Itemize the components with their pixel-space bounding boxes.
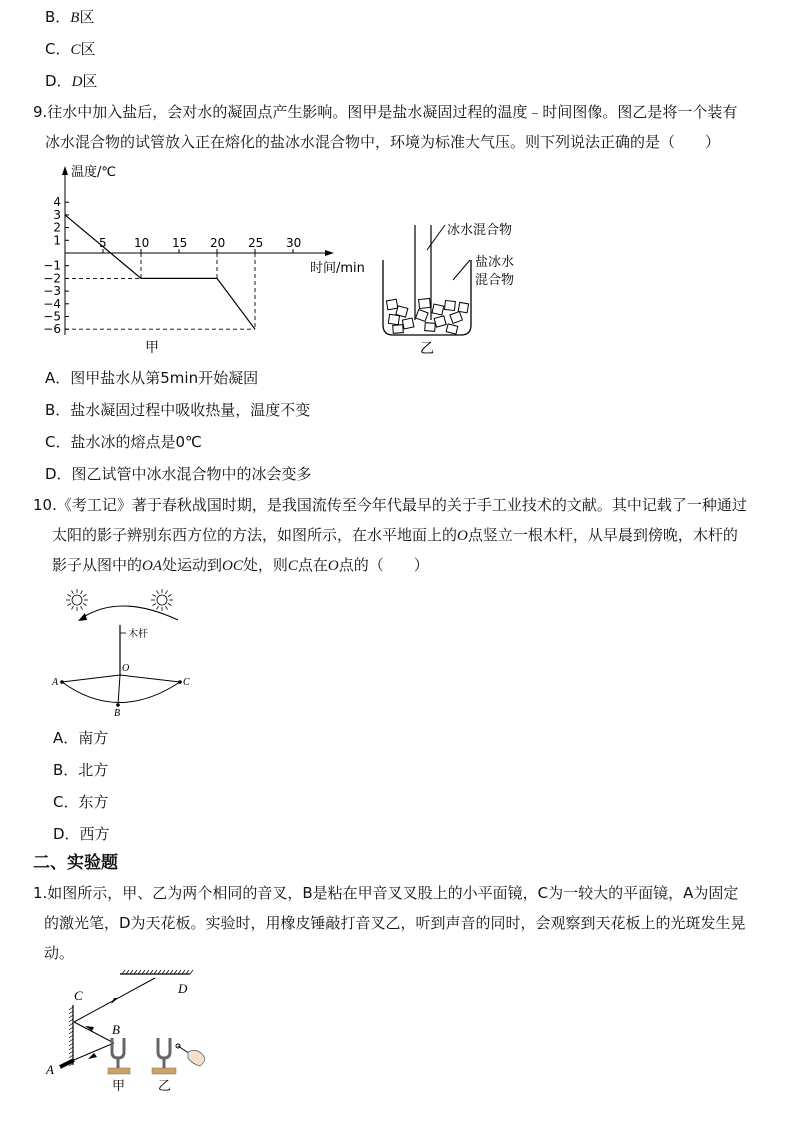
label-jia: 甲 [112,1079,126,1094]
option-c: C．C区 [45,40,96,58]
q10-option-a: A．南方 [53,729,109,747]
x-axis-arrow [325,250,334,256]
label-b: B [112,1022,120,1037]
q10-option-d: D．西方 [53,825,110,843]
point-a-label: A [52,677,59,688]
y-tick-label: 1 [53,233,61,248]
tuning-fork-yi-icon [152,1038,176,1074]
label-d: D [178,981,188,996]
hand-icon [188,1050,205,1066]
tuning-fork-figure [40,970,220,1095]
y-tick-label: −3 [43,284,61,299]
q10-option-b: B．北方 [53,761,109,779]
series-line [65,215,255,329]
label-yi: 乙 [158,1079,172,1094]
point-o-label: O [122,663,130,674]
x-tick-label: 5 [99,236,107,250]
point-b-label: B [114,708,121,719]
leader-salt-ice [453,260,470,280]
y-tick-label: 4 [53,195,61,210]
ice-cubes-icon [386,298,468,334]
x-tick-label: 25 [248,236,264,250]
sun-shadow-figure [50,585,200,719]
q10-text-line1: 10.《考工记》著于春秋战国时期，是我国流传至今年代最早的关于手工业技术的文献。其中记载了一种通过 [33,496,747,514]
y-axis-arrow [62,166,68,175]
y-tick-label: −2 [43,271,61,286]
q9-option-c: C．盐水冰的熔点是0℃ [45,433,202,451]
y-tick-label: −1 [43,258,61,273]
shadow-oc [120,675,180,682]
q9-option-b: B．盐水凝固过程中吸收热量，温度不变 [45,401,311,419]
y-axis-label: 温度/℃ [71,165,116,180]
tuning-fork-jia-icon [108,1038,130,1074]
shadow-arc [62,682,180,703]
leader-ice-water [427,225,445,250]
sun-icon-left [66,589,88,611]
sun-path-arrow [78,613,87,621]
q9-text-line2: 冰水混合物的试管放入正在熔化的盐冰水混合物中，环境为标准大气压。则下列说法正确的是（ ） [45,133,721,151]
q10-text-line2: 太阳的影子辨别东西方位的方法，如图所示，在水平地面上的O点竖立一根木杆，从早晨到傍晚，木杆的 [52,526,738,544]
x-axis-label: 时间/min [310,261,365,276]
shadow-oa [62,675,120,682]
label-ice-water: 冰水混合物 [447,223,513,238]
y-tick-label: −4 [43,296,61,311]
option-d: D．D区 [45,72,98,90]
beaker-figure [375,215,525,355]
y-tick-label: −5 [43,309,61,324]
q10-option-c: C．东方 [53,793,109,811]
chart-caption-jia: 甲 [145,340,159,356]
x-tick-label: 10 [134,236,150,250]
exp1-text-line3: 动。 [44,944,75,962]
section-heading: 二、实验题 [33,853,118,873]
sun-icon-right [151,589,173,611]
sun-path-arc [82,606,178,620]
caption-yi: 乙 [420,341,434,357]
exp1-text-line1: 1.如图所示，甲、乙为两个相同的音叉，B是粘在甲音叉叉股上的小平面镜，C为一较大的平面镜，A为固定 [33,884,739,902]
exp1-text-line2: 的激光笔，D为天花板。实验时，用橡皮锤敲打音叉乙，听到声音的同时，会观察到天花板上的光斑发生晃 [44,914,746,932]
option-b: B．B区 [45,8,95,26]
y-tick-label: −6 [43,322,61,337]
label-salt-ice-2: 混合物 [475,273,515,288]
x-tick-label: 20 [210,236,226,250]
q10-text-line3: 影子从图中的OA处运动到OC处，则C点在O点的（ ） [52,556,429,574]
x-tick-label: 30 [286,236,302,250]
pole-label: 木杆 [128,629,148,640]
q9-option-a: A．图甲盐水从第5min开始凝固 [45,369,259,387]
q9-option-d: D．图乙试管中冰水混合物中的冰会变多 [45,465,312,483]
point-c-label: C [183,677,190,688]
label-salt-ice-1: 盐冰水 [475,255,515,270]
shadow-ob [118,675,120,705]
y-tick-label: 3 [53,207,61,222]
label-a: A [46,1062,54,1077]
q9-text-line1: 9.往水中加入盐后，会对水的凝固点产生影响。图甲是盐水凝固过程的温度﹣时间图像。图乙是将一个装有 [33,103,738,121]
temperature-time-chart [35,160,365,355]
label-c: C [74,988,83,1003]
y-tick-label: 2 [53,220,61,235]
reflected-ray-1 [74,1022,114,1043]
x-tick-label: 15 [172,236,188,250]
